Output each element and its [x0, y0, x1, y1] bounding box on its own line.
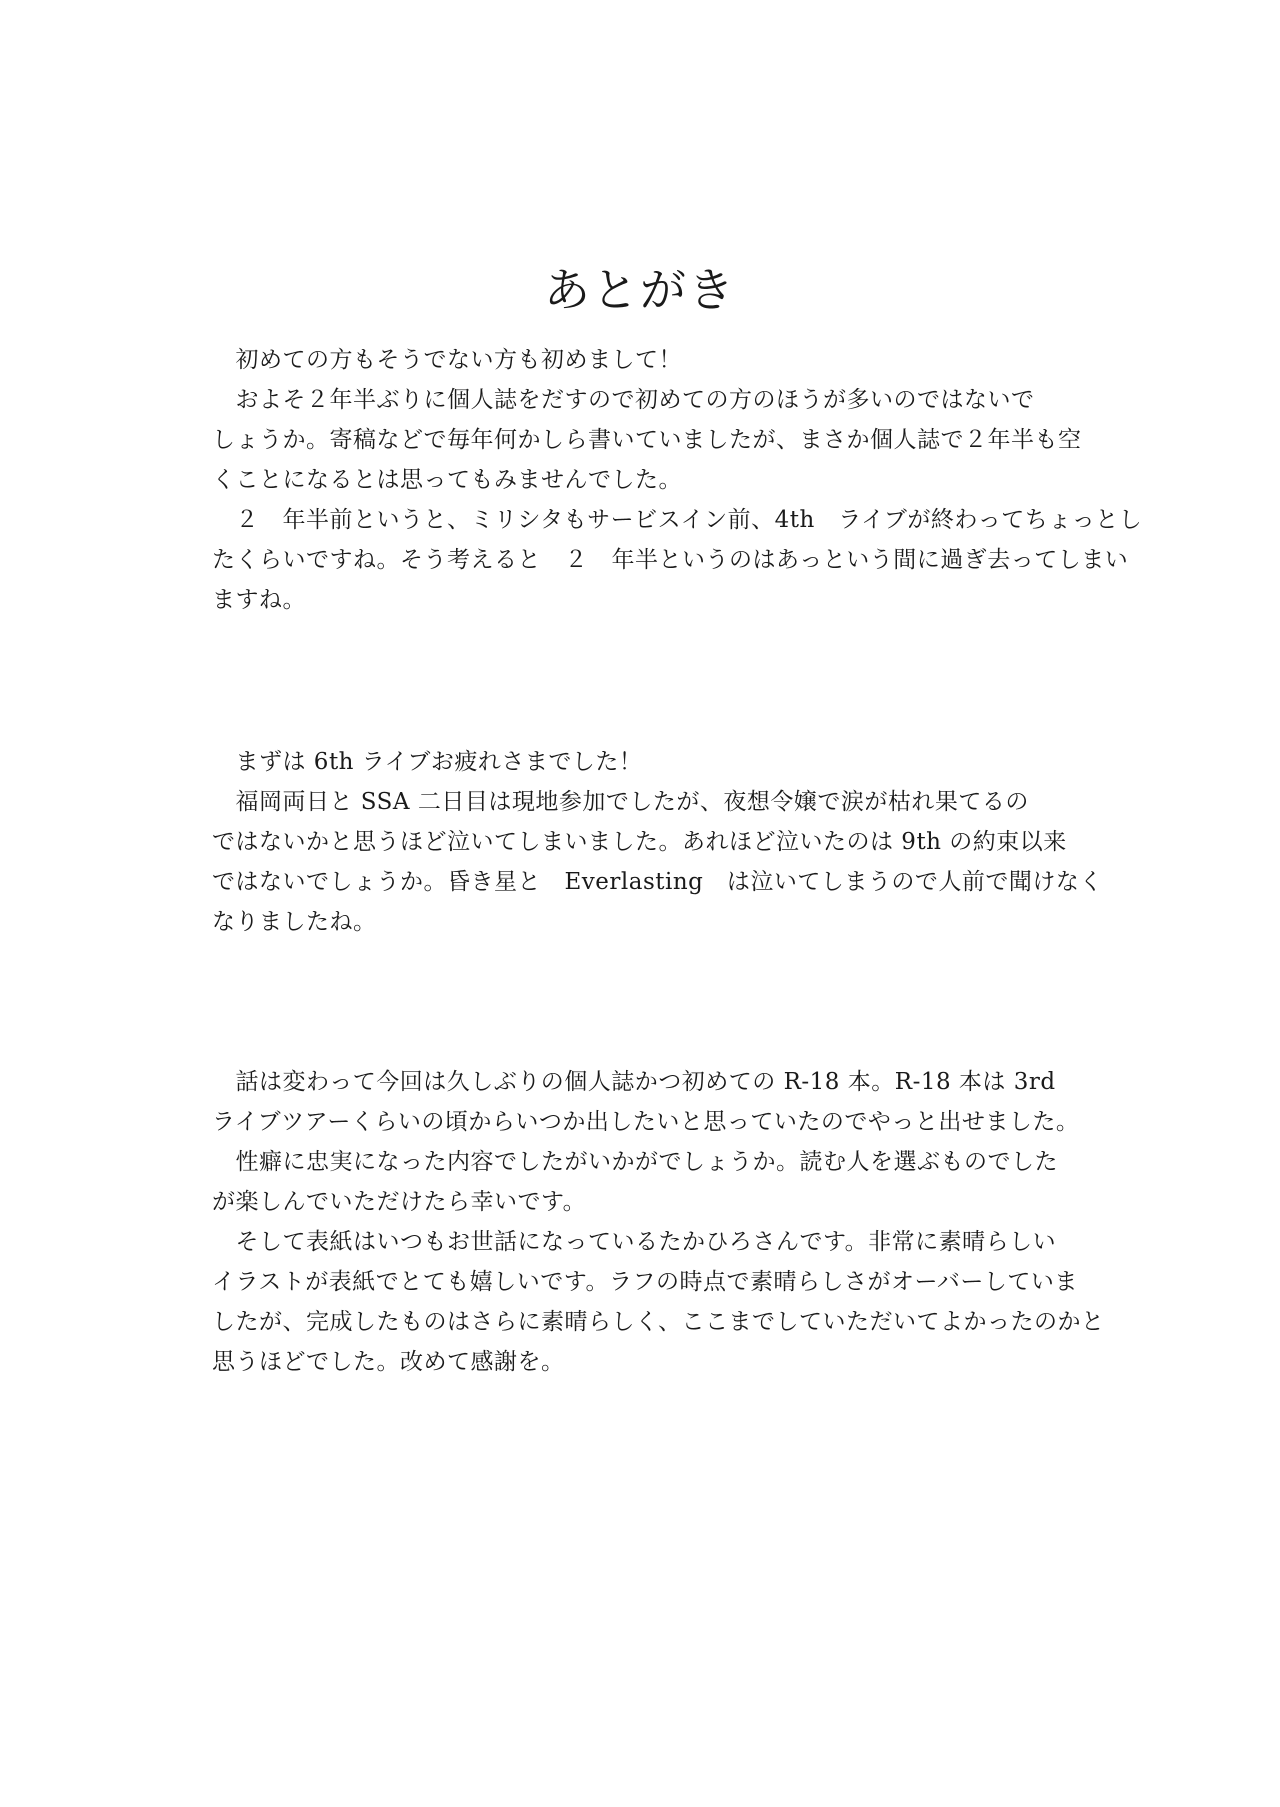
text-line: ライブツアーくらいの頃からいつか出したいと思っていたのでやっと出せました。 — [212, 1109, 1080, 1135]
text-line: まずは 6th ライブお疲れさまでした！ — [212, 749, 643, 775]
text-line: たくらいですね。そう考えると ２ 年半というのはあっという間に過ぎ去ってしまい — [212, 547, 1129, 573]
paragraph-intro — [212, 340, 1143, 620]
text-line: 思うほどでした。改めて感謝を。 — [212, 1349, 565, 1375]
text-line: なりましたね。 — [212, 909, 377, 935]
text-line: くことになるとは思ってもみませんでした。 — [212, 467, 682, 493]
text-line: そして表紙はいつもお世話になっているたかひろさんです。非常に素晴らしい — [212, 1229, 1057, 1255]
text-line: 性癖に忠実になった内容でしたがいかがでしょうか。読む人を選ぶものでした — [212, 1149, 1058, 1175]
text-line: 福岡両日と SSA 二日目は現地参加でしたが、夜想令嬢で涙が枯れ果てるの — [212, 789, 1029, 815]
text-line: 初めての方もそうでない方も初めまして！ — [212, 347, 682, 373]
page-title: あとがき — [544, 263, 736, 317]
paragraph-6th-live — [212, 742, 1103, 942]
text-line: したが、完成したものはさらに素晴らしく、ここまでしていただいてよかったのかと — [212, 1309, 1105, 1335]
text-line: しょうか。寄稿などで毎年何かしら書いていましたが、まさか個人誌で２年半も空 — [212, 427, 1082, 453]
text-line: イラストが表紙でとても嬉しいです。ラフの時点で素晴らしさがオーバーしていま — [212, 1269, 1078, 1295]
text-line: 話は変わって今回は久しぶりの個人誌かつ初めての R-18 本。R-18 本は 3rd — [212, 1069, 1056, 1095]
text-line: ではないでしょうか。昏き星と Everlasting は泣いてしまうので人前で聞けなく — [212, 869, 1103, 895]
text-line: およそ２年半ぶりに個人誌をだすので初めての方のほうが多いのではないで — [212, 387, 1035, 413]
text-line: ２ 年半前というと、ミリシタもサービスイン前、4th ライブが終わってちょっとし — [212, 507, 1143, 533]
paragraph-r18-book — [212, 1062, 1105, 1382]
text-line: ではないかと思うほど泣いてしまいました。あれほど泣いたのは 9th の約束以来 — [212, 829, 1067, 855]
text-line: ますね。 — [212, 587, 306, 613]
text-line: が楽しんでいただけたら幸いです。 — [212, 1189, 587, 1215]
